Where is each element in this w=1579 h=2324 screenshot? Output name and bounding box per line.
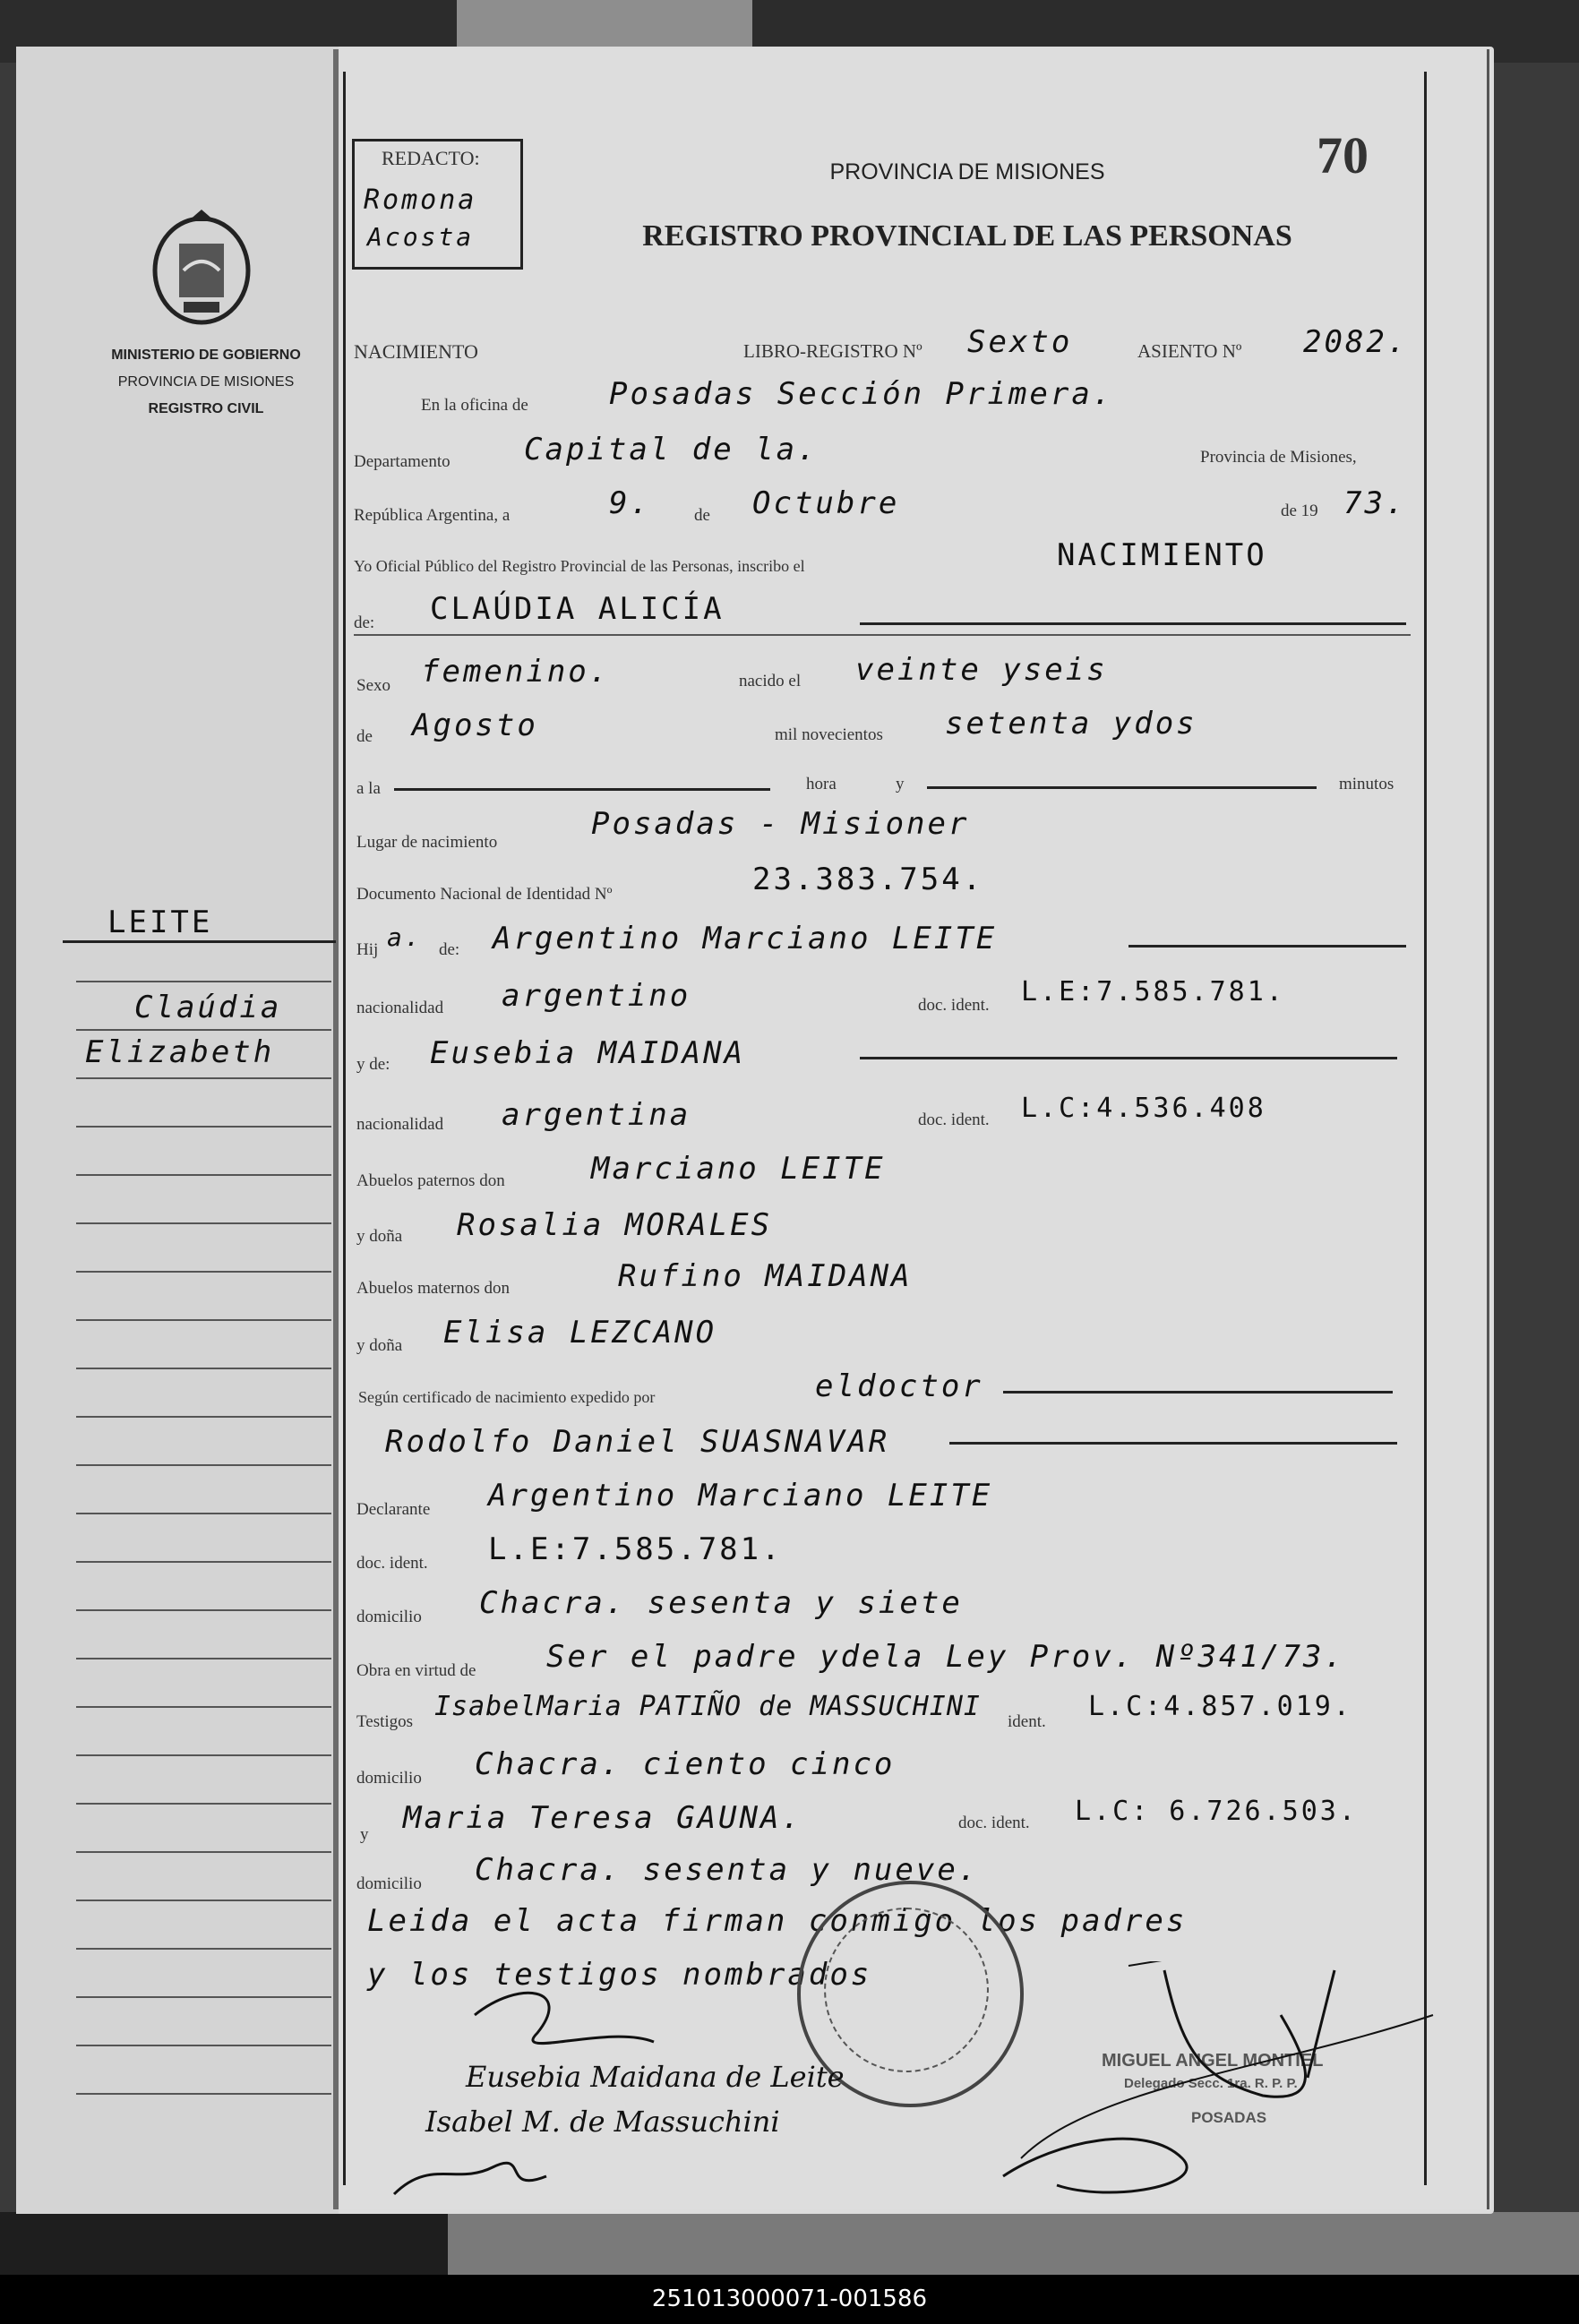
official-stamp-name: MIGUEL ANGEL MONTIEL bbox=[1102, 2051, 1324, 2071]
sexo-label: Sexo bbox=[356, 676, 390, 695]
mother-nat-label: nacionalidad bbox=[356, 1115, 444, 1134]
hora-rule bbox=[394, 788, 770, 791]
ministry-line-3: REGISTRO CIVIL bbox=[148, 401, 264, 416]
year-label: de 19 bbox=[1281, 502, 1318, 520]
republica-label: República Argentina, a bbox=[354, 506, 511, 525]
margin-ruled-line bbox=[76, 1996, 331, 1998]
ab-mat-dona-label: y doña bbox=[356, 1336, 403, 1355]
coat-of-arms-icon bbox=[148, 208, 255, 329]
margin-ruled-line bbox=[76, 1029, 331, 1031]
nacido-value: veinte yseis bbox=[855, 652, 1108, 688]
testigo-1-dom: Chacra. ciento cinco bbox=[475, 1746, 896, 1782]
form-right-border bbox=[1424, 72, 1427, 2185]
margin-ruled-line bbox=[76, 1851, 331, 1853]
signature-mother: Eusebia Maidana de Leite bbox=[466, 2060, 845, 2094]
libro-label: LIBRO-REGISTRO Nº bbox=[743, 340, 923, 362]
oficial-value: NACIMIENTO bbox=[1057, 537, 1267, 573]
mother-name: Eusebia MAIDANA bbox=[430, 1035, 746, 1071]
registry-title: REGISTRO PROVINCIAL DE LAS PERSONAS bbox=[642, 219, 1292, 253]
mother-nat: argentina bbox=[502, 1097, 691, 1133]
testigos-label: Testigos bbox=[356, 1712, 414, 1731]
margin-ruled-line bbox=[76, 1609, 331, 1611]
testigo-1-doc: L.C:4.857.019. bbox=[1088, 1691, 1352, 1722]
ab-pat-don: Marciano LEITE bbox=[591, 1151, 886, 1187]
testigo-2-doc: L.C: 6.726.503. bbox=[1075, 1796, 1358, 1827]
redacto-name-1: Romona bbox=[364, 184, 477, 216]
de2-label: de bbox=[356, 727, 373, 746]
oficina-label: En la oficina de bbox=[421, 396, 528, 415]
margin-ruled-line bbox=[76, 1706, 331, 1708]
margin-surname: LEITE bbox=[107, 905, 213, 940]
redacto-label: REDACTO: bbox=[382, 147, 480, 169]
folio-number: 70 bbox=[1317, 126, 1369, 184]
margin-ruled-line bbox=[76, 1754, 331, 1756]
margin-rule-main bbox=[63, 940, 336, 943]
testigo-1-ident-label: ident. bbox=[1008, 1712, 1046, 1731]
margin-ruled-line bbox=[76, 1803, 331, 1805]
province-title: PROVINCIA DE MISIONES bbox=[829, 159, 1105, 184]
mother-name-rule bbox=[860, 1057, 1397, 1059]
closing-line-2: y los testigos nombrados bbox=[367, 1957, 872, 1993]
ab-mat-label: Abuelos maternos don bbox=[356, 1279, 510, 1298]
yde-label: y de: bbox=[356, 1055, 390, 1074]
margin-ruled-line bbox=[76, 1948, 331, 1950]
cert-rule bbox=[1003, 1391, 1393, 1394]
margin-ruled-line bbox=[76, 1416, 331, 1418]
signature-witness: Isabel M. de Massuchini bbox=[425, 2105, 780, 2139]
cert-label: Según certificado de nacimiento expedido por bbox=[358, 1388, 656, 1406]
testigo-1: IsabelMaria PATIÑO de MASSUCHINI bbox=[434, 1691, 981, 1722]
margin-given-2: Elizabeth bbox=[85, 1034, 275, 1070]
year-value: 73. bbox=[1343, 485, 1407, 521]
margin-ruled-line bbox=[76, 1174, 331, 1176]
margin-ruled-line bbox=[76, 1368, 331, 1369]
sexo-value: femenino. bbox=[421, 654, 611, 690]
act-type-label: NACIMIENTO bbox=[354, 340, 478, 363]
page-edge bbox=[1487, 49, 1489, 2209]
hij-label: Hij bbox=[356, 940, 379, 959]
ala-label: a la bbox=[356, 779, 381, 798]
hij-suffix: a. bbox=[387, 922, 423, 952]
margin-ruled-line bbox=[76, 1222, 331, 1224]
left-page bbox=[16, 47, 339, 2214]
testigo-2-dom-label: domicilio bbox=[356, 1874, 422, 1893]
minutos-rule bbox=[927, 786, 1317, 789]
decl-dom-label: domicilio bbox=[356, 1608, 422, 1626]
ab-mat-dona: Elisa LEZCANO bbox=[443, 1315, 717, 1351]
mother-doc: L.C:4.536.408 bbox=[1021, 1093, 1266, 1124]
testigo-1-dom-label: domicilio bbox=[356, 1769, 422, 1788]
closing-line-1: Leida el acta firman conmigo los padres bbox=[367, 1903, 1188, 1939]
margin-ruled-line bbox=[76, 2045, 331, 2046]
doctor-rule bbox=[949, 1442, 1397, 1445]
margin-ruled-line bbox=[76, 981, 331, 982]
declarante-value: Argentino Marciano LEITE bbox=[488, 1478, 993, 1514]
obra-value: Ser el padre ydela Ley Prov. Nº341/73. bbox=[546, 1639, 1345, 1675]
father-doc-label: doc. ident. bbox=[918, 996, 990, 1015]
doctor-name: Rodolfo Daniel SUASNAVAR bbox=[385, 1424, 890, 1460]
decl-doc-label: doc. ident. bbox=[356, 1554, 428, 1573]
book-spine bbox=[333, 49, 339, 2209]
obra-label: Obra en virtud de bbox=[356, 1661, 476, 1680]
official-stamp-city: POSADAS bbox=[1191, 2109, 1267, 2126]
child-name-underline bbox=[354, 634, 1411, 636]
father-nat-label: nacionalidad bbox=[356, 999, 444, 1017]
departamento-label: Departamento bbox=[354, 452, 451, 471]
lugar-value: Posadas - Misioner bbox=[591, 806, 970, 842]
decl-dom: Chacra. sesenta y siete bbox=[479, 1585, 963, 1621]
nacido-label: nacido el bbox=[739, 672, 802, 690]
hij-de-label: de: bbox=[439, 940, 460, 959]
redacto-name-2: Acosta bbox=[367, 222, 475, 252]
image-caption: 251013000071-001586 bbox=[0, 2275, 1579, 2324]
de-label: de bbox=[694, 506, 710, 525]
day-value: 9. bbox=[609, 485, 651, 521]
month-value: Octubre bbox=[752, 485, 900, 521]
asiento-value: 2082. bbox=[1303, 324, 1409, 360]
departamento-value: Capital de la. bbox=[524, 432, 819, 467]
ab-pat-dona-label: y doña bbox=[356, 1227, 403, 1246]
hora-label: hora bbox=[806, 775, 837, 793]
mother-doc-label: doc. ident. bbox=[918, 1111, 990, 1129]
ministry-line-1: MINISTERIO DE GOBIERNO bbox=[111, 347, 301, 363]
margin-ruled-line bbox=[76, 1271, 331, 1273]
dni-value: 23.383.754. bbox=[752, 862, 984, 897]
lugar-label: Lugar de nacimiento bbox=[356, 833, 498, 852]
father-name-rule bbox=[1128, 945, 1406, 948]
child-name-rule bbox=[860, 622, 1406, 625]
declarante-label: Declarante bbox=[356, 1500, 431, 1519]
redacto-box bbox=[352, 139, 523, 270]
margin-ruled-line bbox=[76, 1464, 331, 1466]
testigo-2-dom: Chacra. sesenta y nueve. bbox=[475, 1852, 980, 1888]
dni-label: Documento Nacional de Identidad Nº bbox=[356, 885, 613, 904]
testigo-2: Maria Teresa GAUNA. bbox=[403, 1800, 802, 1836]
oficial-text: Yo Oficial Público del Registro Provincial de las Personas, inscribo el bbox=[354, 557, 805, 575]
ab-pat-label: Abuelos paternos don bbox=[356, 1171, 505, 1190]
margin-ruled-line bbox=[76, 1319, 331, 1321]
de-name-label: de: bbox=[354, 613, 375, 632]
y-label: y bbox=[896, 775, 905, 793]
y2-label: y bbox=[360, 1825, 369, 1844]
margin-ruled-line bbox=[76, 1900, 331, 1901]
margin-ruled-line bbox=[76, 1513, 331, 1514]
background-bottom-highlight bbox=[448, 2212, 1579, 2275]
form-left-border bbox=[343, 72, 346, 2185]
margin-ruled-line bbox=[76, 2093, 331, 2095]
margin-ruled-line bbox=[76, 1658, 331, 1659]
testigo-2-doc-label: doc. ident. bbox=[958, 1814, 1030, 1832]
asiento-label: ASIENTO Nº bbox=[1137, 340, 1242, 362]
child-name: CLAÚDIA ALICÍA bbox=[430, 591, 725, 627]
mil-label: mil novecientos bbox=[775, 725, 883, 744]
signature-scribbles bbox=[376, 1961, 1451, 2203]
official-stamp-title: Delegado Secc. 1ra. R. P. P. bbox=[1124, 2076, 1298, 2091]
minutos-label: minutos bbox=[1339, 775, 1394, 793]
libro-value: Sexto bbox=[967, 324, 1073, 360]
margin-given-1: Claúdia bbox=[134, 990, 282, 1025]
provincia-label: Provincia de Misiones, bbox=[1200, 448, 1357, 467]
father-name: Argentino Marciano LEITE bbox=[493, 921, 998, 956]
margin-ruled-line bbox=[76, 1077, 331, 1079]
ab-mat-don: Rufino MAIDANA bbox=[618, 1258, 913, 1294]
father-nat: argentino bbox=[502, 978, 691, 1014]
margin-ruled-line bbox=[76, 1561, 331, 1563]
oficina-value: Posadas Sección Primera. bbox=[609, 376, 1114, 412]
margin-ruled-line bbox=[76, 1126, 331, 1128]
decl-doc: L.E:7.585.781. bbox=[488, 1531, 783, 1567]
ab-pat-dona: Rosalia MORALES bbox=[457, 1207, 773, 1243]
birth-year: setenta ydos bbox=[945, 706, 1197, 742]
cert-value: eldoctor bbox=[815, 1368, 983, 1404]
birth-month: Agosto bbox=[412, 707, 538, 743]
ministry-line-2: PROVINCIA DE MISIONES bbox=[117, 374, 295, 390]
father-doc: L.E:7.585.781. bbox=[1021, 976, 1285, 1008]
